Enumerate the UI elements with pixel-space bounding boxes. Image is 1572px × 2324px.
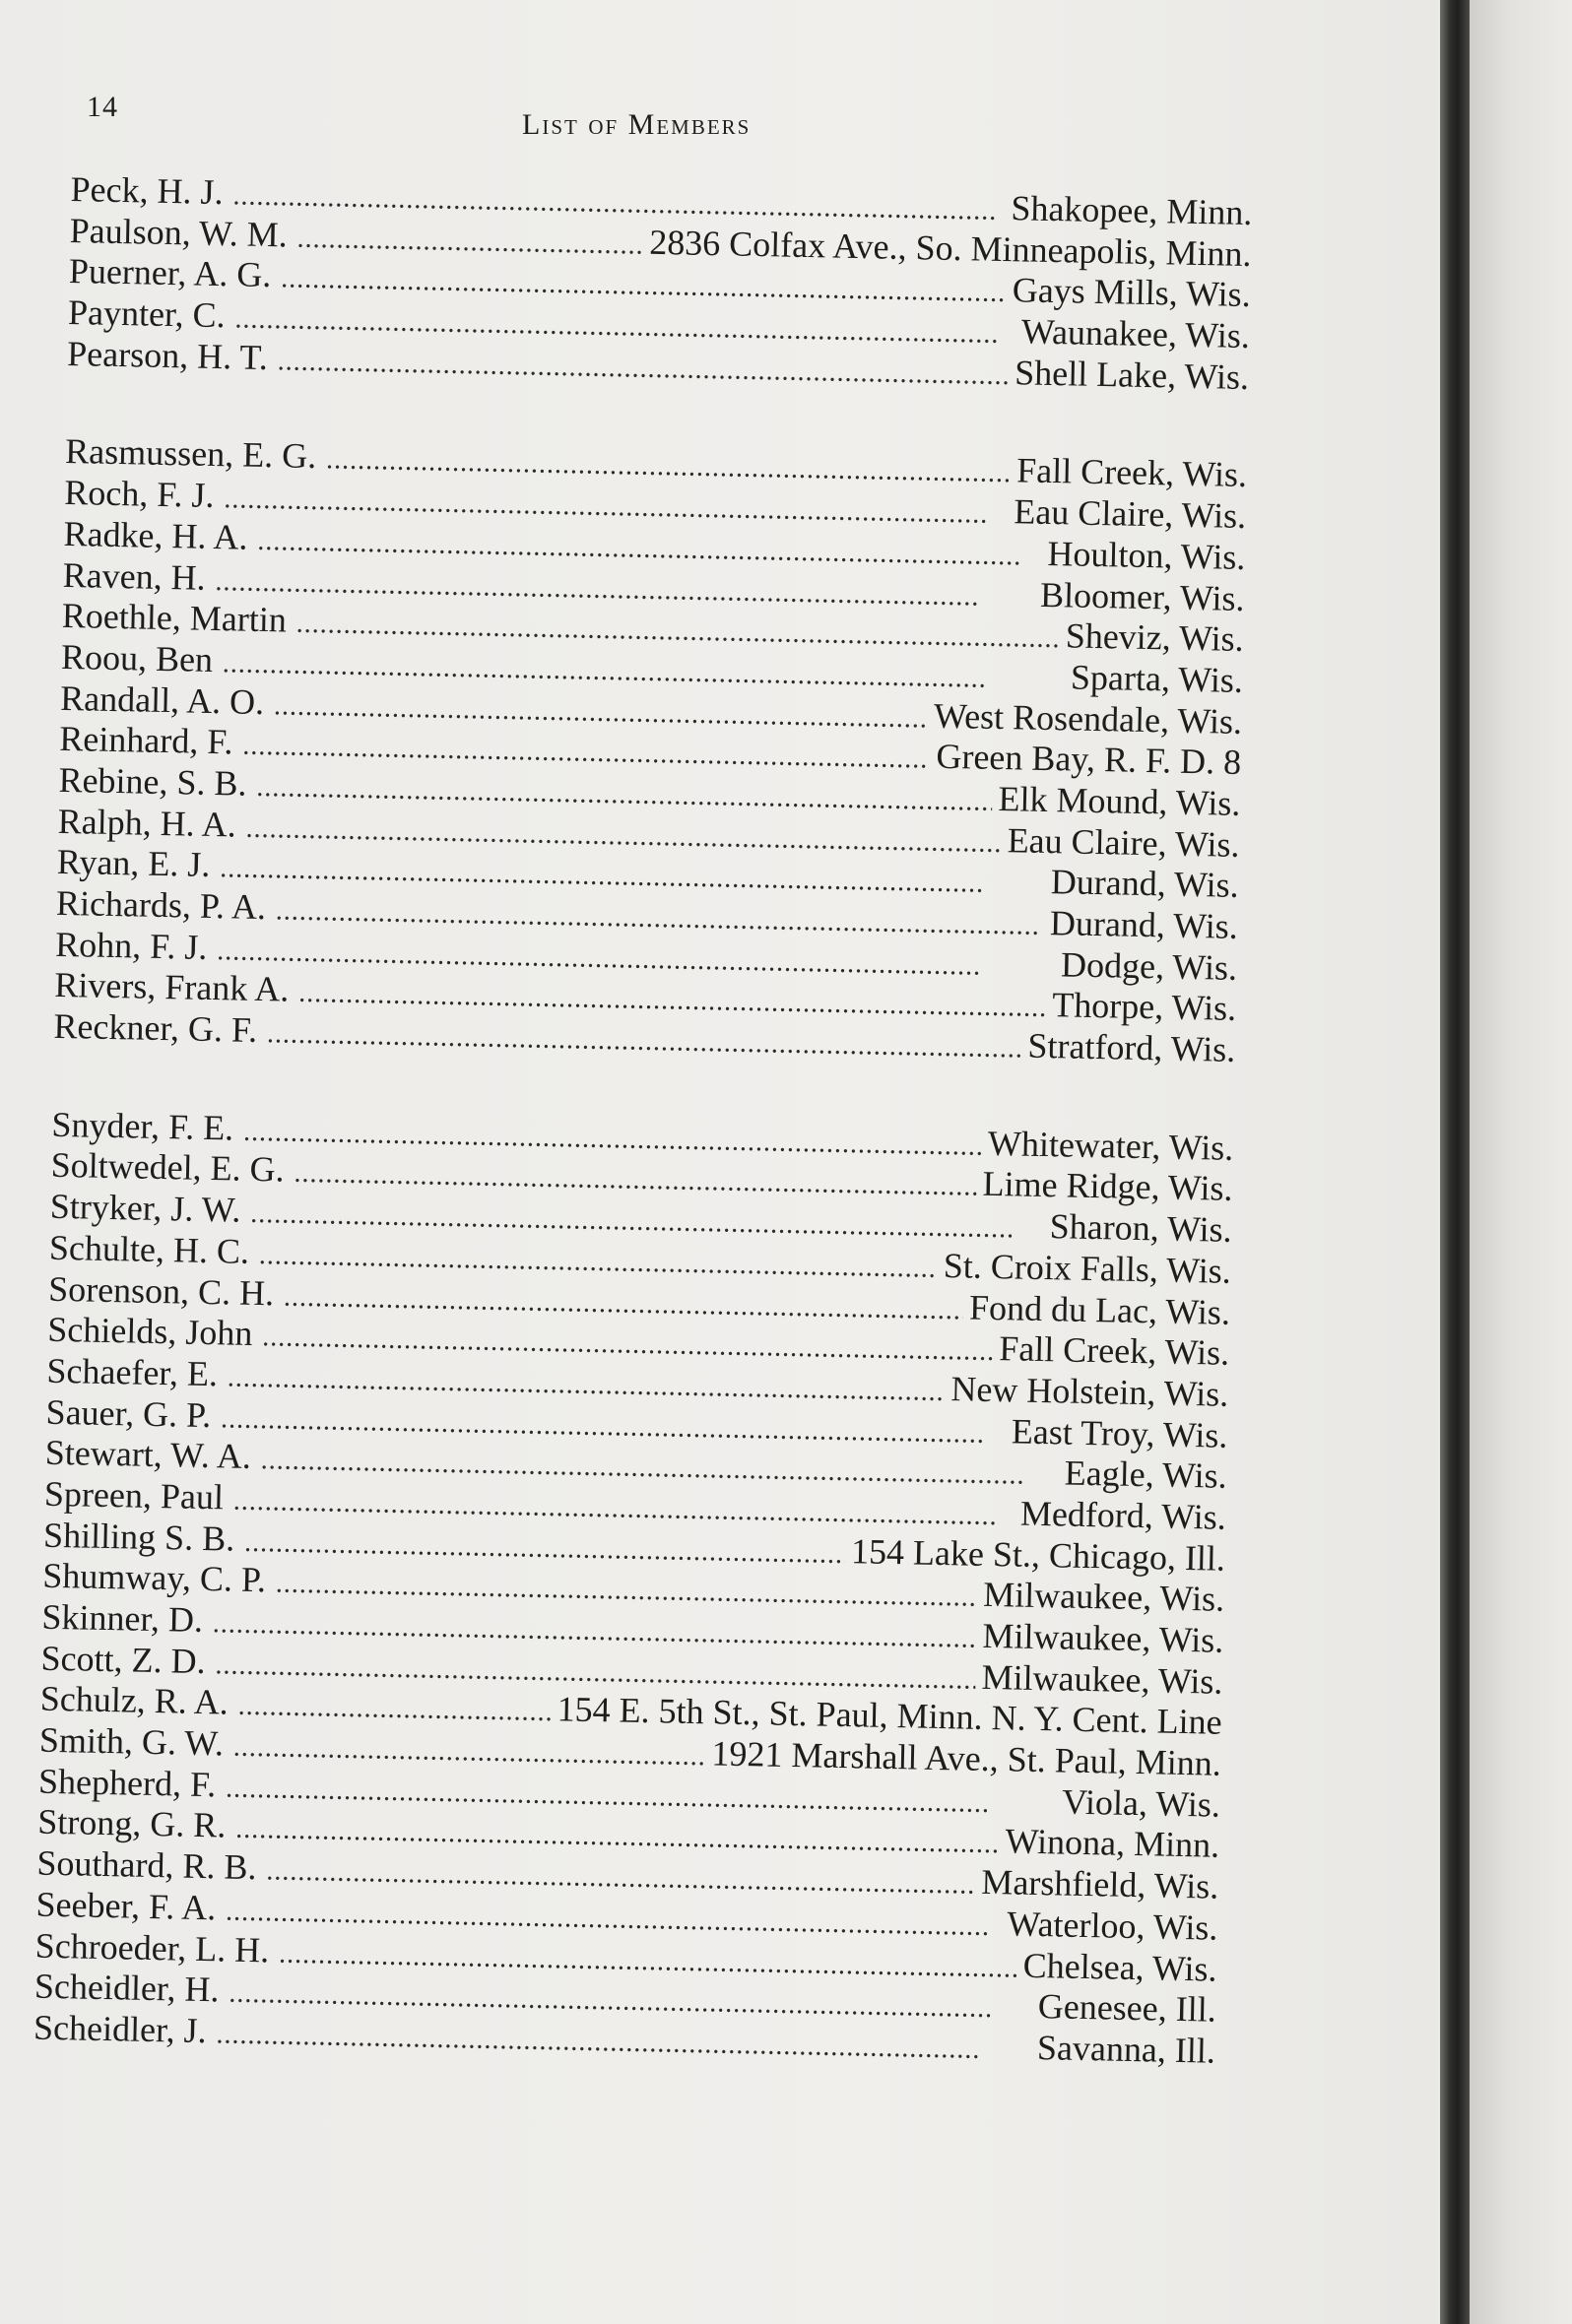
member-group xyxy=(53,431,1247,1070)
member-name: Rebine, S. B. xyxy=(58,759,247,804)
member-list xyxy=(33,169,1253,2129)
member-name: Ralph, H. A. xyxy=(57,801,237,845)
member-location: Stratford, Wis. xyxy=(1027,1025,1236,1069)
member-location: Durand, Wis. xyxy=(1049,903,1239,946)
member-name: Scott, Z. D. xyxy=(40,1638,207,1681)
facing-page-edge xyxy=(1470,0,1572,2324)
member-name: Shumway, C. P. xyxy=(41,1556,267,1600)
member-location: Eagle, Wis. xyxy=(1064,1452,1228,1497)
member-name: Seeber, F. A. xyxy=(35,1884,217,1928)
member-name: Reckner, G. F. xyxy=(53,1005,258,1051)
member-name: Shepherd, F. xyxy=(37,1761,217,1805)
member-location: Whitewater, Wis. xyxy=(987,1123,1234,1168)
book-spine xyxy=(1440,0,1470,2324)
member-location: Elk Mound, Wis. xyxy=(998,778,1241,823)
member-location: Thorpe, Wis. xyxy=(1051,985,1237,1029)
member-name: Spreen, Paul xyxy=(43,1473,225,1517)
member-location: Waterloo, Wis. xyxy=(1007,1904,1218,1948)
member-location: Fond du Lac, Wis. xyxy=(968,1287,1231,1332)
member-location: Milwaukee, Wis. xyxy=(982,1615,1224,1660)
member-location: Genesee, Ill. xyxy=(1037,1986,1217,2030)
member-name: Roou, Ben xyxy=(60,636,214,679)
dot-leader xyxy=(237,1686,552,1733)
member-name: Richards, P. A. xyxy=(55,882,267,928)
member-location: Chelsea, Wis. xyxy=(1022,1945,1217,1989)
member-location: Houlton, Wis. xyxy=(1047,533,1246,577)
member-name: Rasmussen, E. G. xyxy=(64,431,317,477)
member-location: Milwaukee, Wis. xyxy=(981,1656,1223,1702)
member-location: Sparta, Wis. xyxy=(1070,657,1244,700)
member-location: 154 E. 5th St., St. Paul, Minn. N. Y. Cent. Line xyxy=(557,1689,1222,1743)
member-name: Roethle, Martin xyxy=(61,596,288,640)
member-name: Shilling S. B. xyxy=(42,1515,235,1559)
member-location: Gays Mills, Wis. xyxy=(1012,270,1252,315)
member-location: Durand, Wis. xyxy=(1050,862,1240,906)
member-location: Shell Lake, Wis. xyxy=(1014,353,1250,397)
member-name: Schields, John xyxy=(46,1309,253,1354)
member-location: New Holstein, Wis. xyxy=(950,1369,1229,1414)
member-location: Eau Claire, Wis. xyxy=(1007,819,1240,865)
member-name: Stryker, J. W. xyxy=(49,1186,241,1230)
member-name: Radke, H. A. xyxy=(63,513,248,557)
member-location: Winona, Minn. xyxy=(1005,1821,1220,1866)
member-location: 2836 Colfax Ave., So. Minneapolis, Minn. xyxy=(648,222,1252,274)
member-location: Eau Claire, Wis. xyxy=(1013,491,1247,537)
member-location: Milwaukee, Wis. xyxy=(982,1575,1225,1620)
member-name: Smith, G. W. xyxy=(38,1719,225,1764)
member-location: Lime Ridge, Wis. xyxy=(982,1164,1233,1209)
member-name: Paulson, W. M. xyxy=(69,210,289,255)
member-group xyxy=(33,1105,1234,2073)
member-name: Schulte, H. C. xyxy=(48,1227,250,1271)
dot-leader xyxy=(296,218,643,266)
member-group xyxy=(67,169,1253,398)
member-location: West Rosendale, Wis. xyxy=(933,695,1243,742)
member-location: 1921 Marshall Ave., St. Paul, Minn. xyxy=(711,1733,1222,1783)
member-name: Sauer, G. P. xyxy=(45,1391,212,1435)
member-name: Rohn, F. J. xyxy=(54,924,208,967)
member-name: Schulz, R. A. xyxy=(39,1679,229,1722)
member-location: Savanna, Ill. xyxy=(1036,2027,1216,2071)
member-name: Ryan, E. J. xyxy=(56,842,211,885)
member-location: Sharon, Wis. xyxy=(1049,1206,1233,1250)
member-name: Scheidler, J. xyxy=(33,2007,208,2051)
member-name: Snyder, F. E. xyxy=(51,1104,234,1148)
member-name: Schaefer, E. xyxy=(46,1350,219,1394)
member-name: Scheidler, H. xyxy=(33,1966,220,2010)
member-location: Fall Creek, Wis. xyxy=(998,1328,1230,1374)
member-name: Reinhard, F. xyxy=(58,719,233,762)
member-location: Marshfield, Wis. xyxy=(981,1862,1219,1906)
member-location: 154 Lake St., Chicago, Ill. xyxy=(850,1530,1226,1579)
member-name: Stewart, W. A. xyxy=(44,1432,252,1477)
page-number: 14 xyxy=(87,91,118,123)
member-location: St. Croix Falls, Wis. xyxy=(943,1245,1232,1291)
member-name: Soltwedel, E. G. xyxy=(50,1145,286,1190)
member-location: Viola, Wis. xyxy=(1061,1781,1221,1825)
member-location: East Troy, Wis. xyxy=(1011,1410,1228,1455)
member-name: Raven, H. xyxy=(62,554,207,598)
member-name: Skinner, D. xyxy=(41,1596,204,1640)
member-location: Shakopee, Minn. xyxy=(1011,188,1253,233)
member-name: Sorenson, C. H. xyxy=(47,1268,275,1313)
member-name: Randall, A. O. xyxy=(59,678,265,722)
member-location: Sheviz, Wis. xyxy=(1065,615,1245,660)
member-location: Fall Creek, Wis. xyxy=(1015,450,1248,495)
member-location: Dodge, Wis. xyxy=(1060,944,1238,988)
member-name: Roch, F. J. xyxy=(64,473,215,516)
member-location: Medford, Wis. xyxy=(1019,1493,1227,1537)
member-name: Rivers, Frank A. xyxy=(53,965,290,1009)
member-name: Puerner, A. G. xyxy=(68,251,272,295)
member-name: Peck, H. J. xyxy=(70,169,224,213)
member-name: Strong, G. R. xyxy=(36,1802,227,1845)
running-head: List of Members xyxy=(522,108,752,141)
member-name: Paynter, C. xyxy=(67,292,227,336)
member-location: Green Bay, R. F. D. 8 xyxy=(936,737,1242,783)
member-location: Waunakee, Wis. xyxy=(1020,311,1251,356)
member-name: Schroeder, L. H. xyxy=(34,1925,270,1969)
member-name: Southard, R. B. xyxy=(36,1842,257,1888)
member-location: Bloomer, Wis. xyxy=(1039,574,1245,618)
member-name: Pearson, H. T. xyxy=(66,333,269,377)
